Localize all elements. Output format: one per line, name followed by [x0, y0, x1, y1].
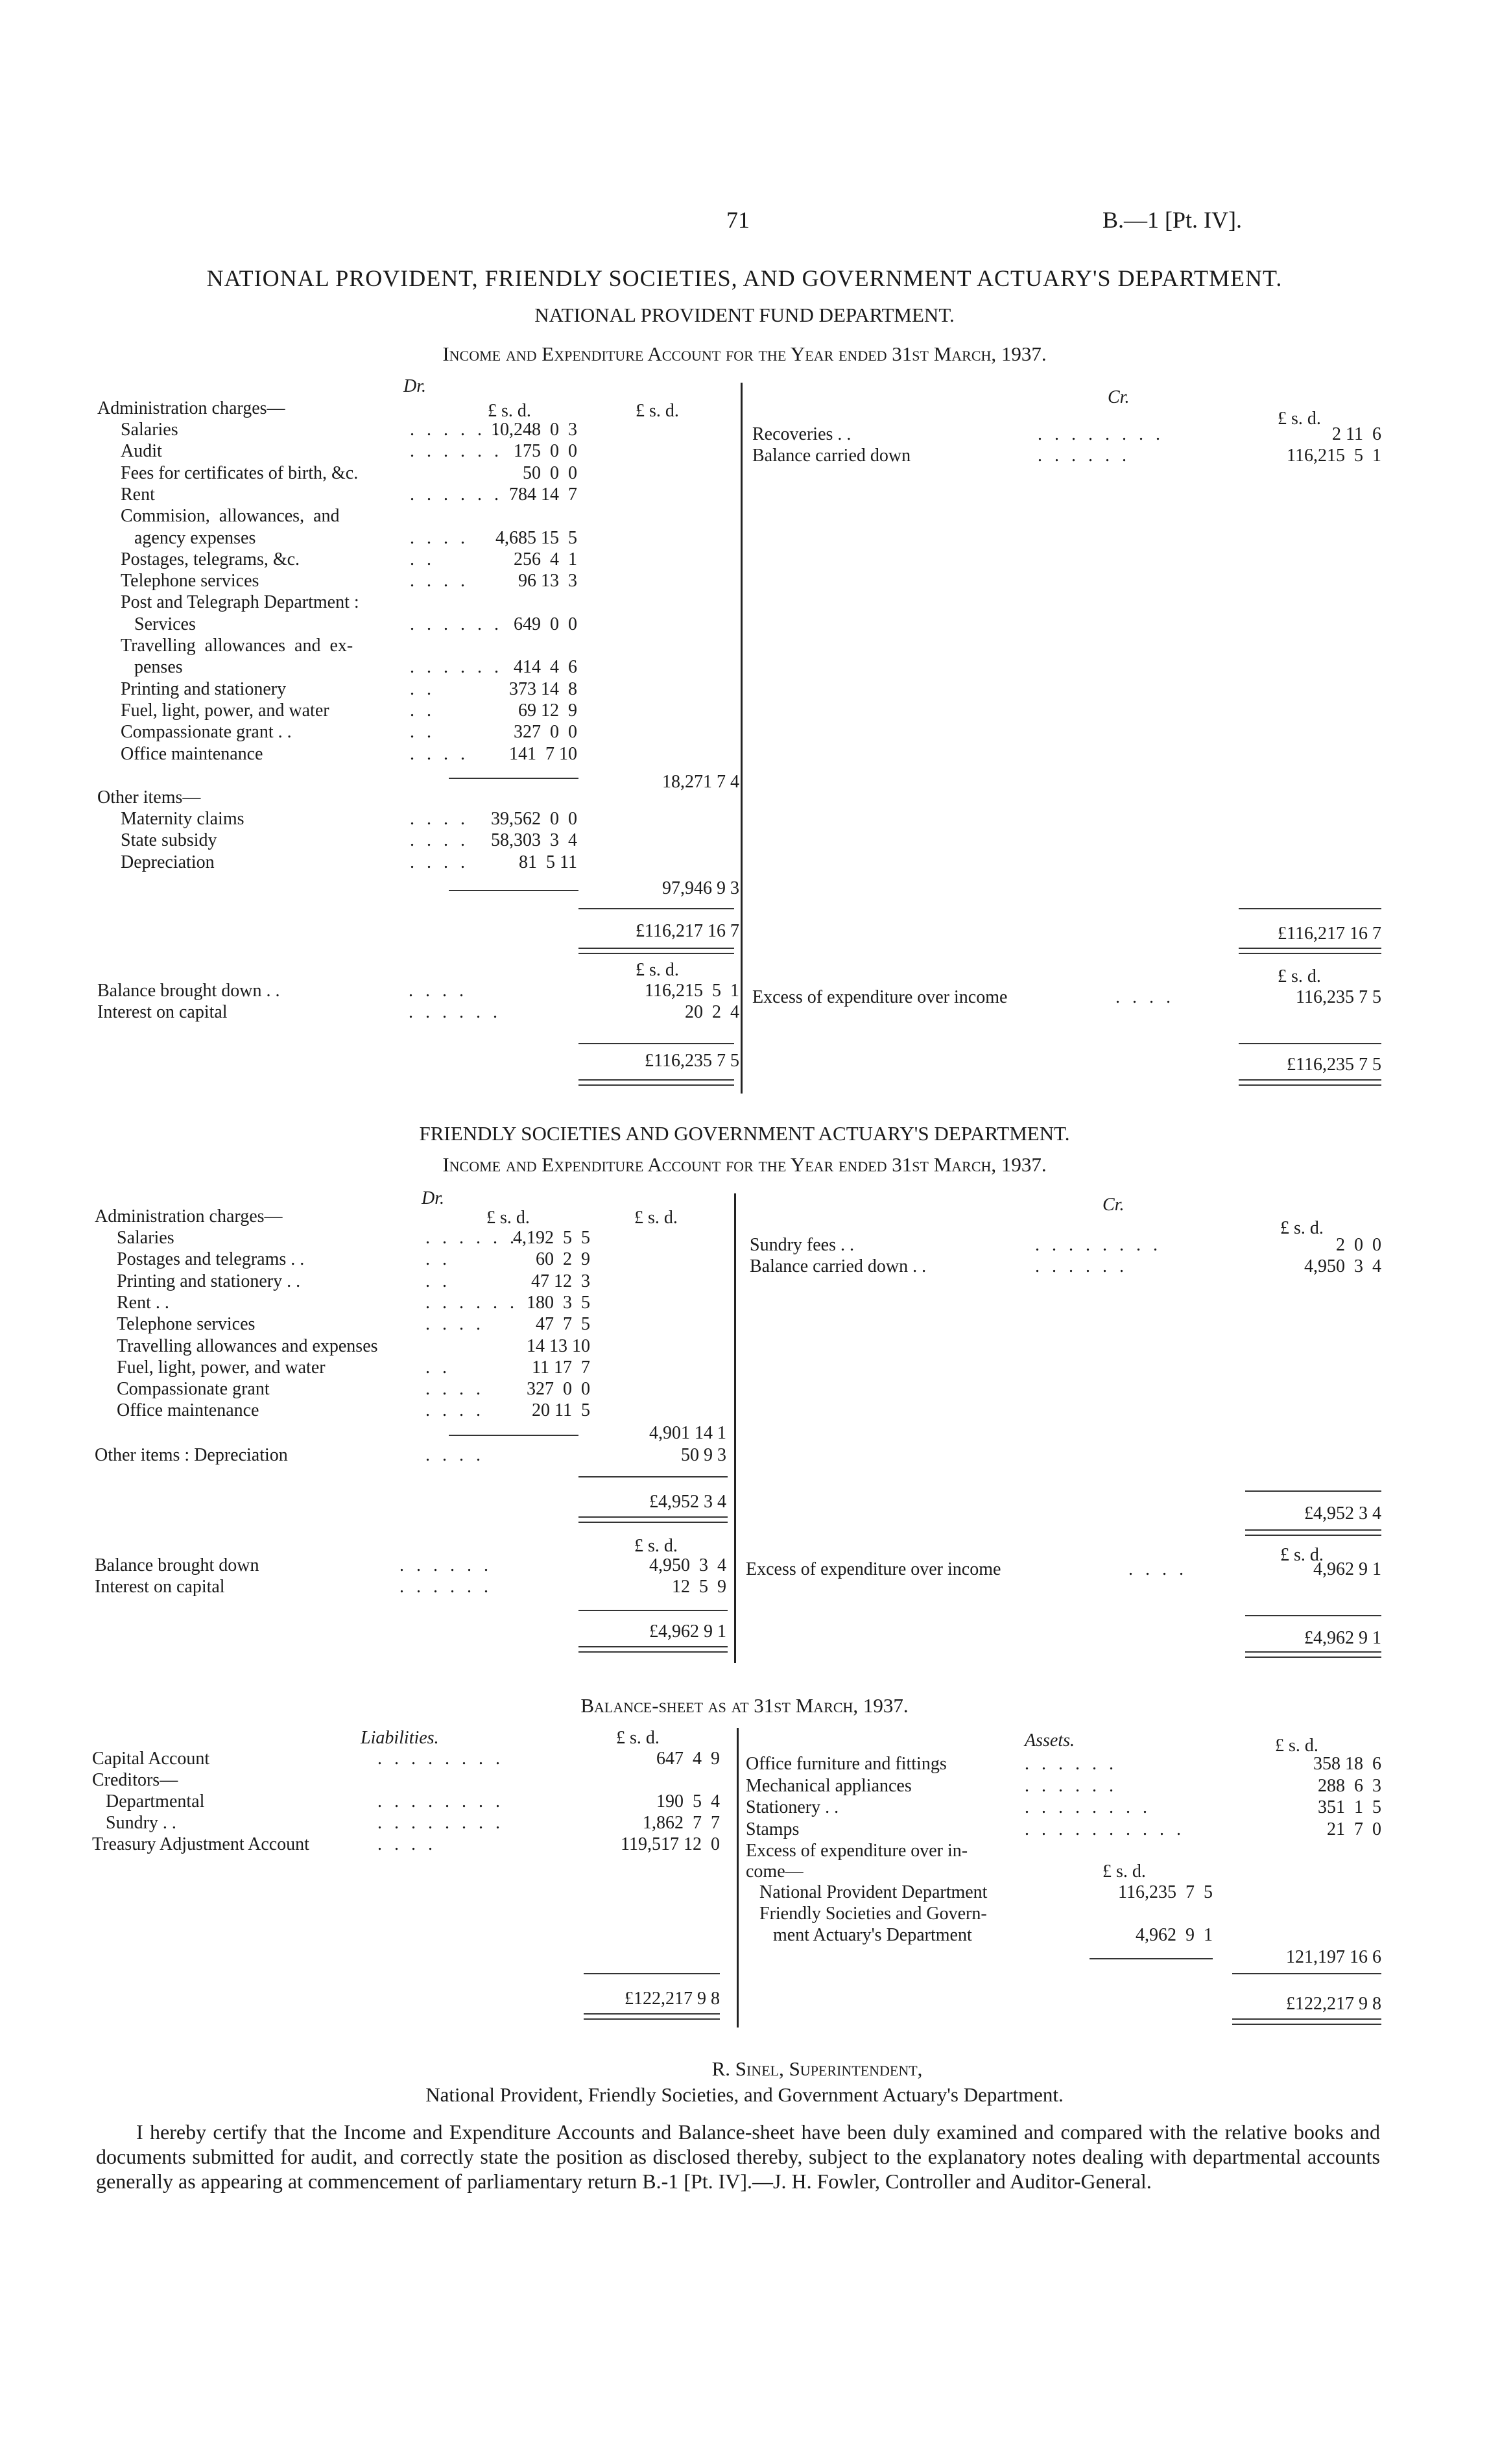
- npf-other-item-dots: . . . .: [410, 830, 469, 851]
- fs-lower-double-cr: [1245, 1651, 1381, 1658]
- npf-other-item-dots: . . . .: [410, 809, 469, 829]
- npf-admin-item-amount: 414 4 6: [514, 657, 577, 678]
- npf-rule-3: [578, 908, 734, 909]
- npf-admin-item-row: [121, 592, 577, 613]
- bs-asset-rule: [1232, 1973, 1381, 1974]
- fs-lower-item-amount: 12 5 9: [672, 1577, 726, 1597]
- fs-admin-item-dots: . .: [425, 1357, 451, 1378]
- bs-liability-item-amount: 119,517 12 0: [621, 1834, 720, 1854]
- bs-assets-title: Assets.: [1025, 1730, 1075, 1751]
- fs-lower-rule-cr: [1245, 1615, 1381, 1616]
- bs-asset-item-dots: . . . . . . . .: [1025, 1797, 1151, 1817]
- npf-subtitle: NATIONAL PROVIDENT FUND DEPARTMENT.: [534, 304, 955, 326]
- bs-center-rule: [737, 1728, 739, 2027]
- fs-credit-item-label: Balance carried down . .: [750, 1256, 927, 1276]
- npf-other-item-label: State subsidy: [121, 830, 217, 851]
- fs-credit-item-row: [750, 1235, 1381, 1256]
- npf-admin-item-amount: 256 4 1: [514, 549, 577, 569]
- npf-credit-item-label: Balance carried down: [752, 446, 911, 466]
- bs-excess-item-row: [746, 1925, 1213, 1946]
- npf-admin-item-row: [121, 549, 577, 570]
- fs-credit-item-label: Sundry fees . .: [750, 1235, 854, 1255]
- npf-other-item-amount: 58,303 3 4: [491, 830, 577, 851]
- npf-admin-item-dots: . .: [410, 678, 435, 699]
- npf-admin-item-label: agency expenses: [121, 527, 256, 548]
- npf-other-item-amount: 81 5 11: [519, 852, 577, 872]
- npf-center-rule: [741, 383, 743, 1094]
- npf-admin-item-row: [121, 506, 577, 527]
- bs-asset-item-label: Office furniture and fittings: [746, 1754, 947, 1774]
- npf-other-heading: Other items—: [97, 787, 201, 807]
- npf-lower-total-dr: £116,235 7 5: [645, 1051, 739, 1071]
- npf-admin-item-label: Telephone services: [121, 571, 259, 592]
- npf-credit-item-row: [752, 424, 1381, 445]
- page-number: 71: [726, 207, 750, 233]
- npf-admin-item-dots: . . . .: [410, 527, 469, 548]
- npf-lower-item-dots: . . . .: [409, 981, 468, 1001]
- npf-admin-item-row: [121, 571, 577, 592]
- npf-rule-2: [449, 890, 578, 891]
- bs-asset-item-label: Mechanical appliances: [746, 1775, 912, 1796]
- npf-admin-item-row: [121, 528, 577, 549]
- fs-admin-item-label: Fuel, light, power, and water: [117, 1357, 326, 1378]
- fs-rule-cr: [1245, 1490, 1381, 1492]
- npf-lower-total-cr: £116,235 7 5: [1287, 1055, 1381, 1075]
- fs-admin-item-label: Travelling allowances and expenses: [117, 1335, 378, 1356]
- fs-lower-item-row: [95, 1555, 726, 1576]
- fs-admin-item-amount: 11 17 7: [532, 1357, 590, 1378]
- fs-lower-item-label: Balance brought down: [95, 1555, 259, 1575]
- npf-admin-heading: Administration charges—: [97, 398, 285, 418]
- fs-excess-label: Excess of expenditure over income: [746, 1559, 1001, 1579]
- bs-liability-item-dots: . . . . . . . .: [377, 1749, 504, 1769]
- bs-excess-item-amount: 116,235 7 5: [1118, 1882, 1213, 1902]
- npf-credit-item-amount: 2 11 6: [1332, 424, 1381, 444]
- npf-admin-item-label: Audit: [121, 441, 162, 462]
- bs-liability-item-label: Treasury Adjustment Account: [92, 1834, 309, 1854]
- bs-total-assets: £122,217 9 8: [1286, 1994, 1381, 2014]
- bs-liability-item-amount: 647 4 9: [656, 1749, 720, 1769]
- bs-excess-rule: [1090, 1958, 1213, 1959]
- npf-lower-double-dr: [578, 1079, 734, 1086]
- fs-grand-total-dr: £4,952 3 4: [649, 1492, 726, 1512]
- fs-admin-item-amount: 327 0 0: [527, 1379, 590, 1400]
- npf-admin-item-row: [121, 463, 577, 484]
- npf-admin-item-label: Compassionate grant . .: [121, 722, 292, 743]
- npf-rule-cr: [1239, 908, 1381, 909]
- bs-excess-item-label: National Provident Department: [746, 1882, 988, 1902]
- npf-other-item-row: [121, 809, 577, 830]
- bs-excess-lsd: £ s. d.: [1102, 1861, 1146, 1882]
- fs-col1-lsd: £ s. d.: [486, 1208, 530, 1228]
- bs-asset-item-row: [746, 1754, 1381, 1775]
- fs-excess-dots: . . . .: [1128, 1559, 1187, 1579]
- npf-admin-total: 18,271 7 4: [662, 772, 739, 792]
- fs-credit-item-amount: 2 0 0: [1336, 1235, 1381, 1255]
- fs-lower-item-dots: . . . . . .: [399, 1555, 492, 1575]
- bs-asset-item-dots: . . . . . .: [1025, 1775, 1117, 1796]
- fs-admin-item-dots: . . . .: [425, 1379, 484, 1400]
- npf-lower-item-row: [97, 981, 739, 1001]
- bs-excess-item-row: [746, 1904, 1213, 1924]
- fs-admin-item-amount: 14 13 10: [527, 1335, 590, 1356]
- bs-liability-item-amount: 190 5 4: [656, 1791, 720, 1812]
- npf-admin-item-label: Fuel, light, power, and water: [121, 700, 329, 721]
- npf-lower-item-label: Balance brought down . .: [97, 981, 280, 1001]
- fs-admin-total: 4,901 14 1: [649, 1423, 726, 1443]
- npf-admin-item-amount: 175 0 0: [514, 441, 577, 462]
- npf-admin-item-amount: 784 14 7: [509, 484, 577, 505]
- npf-admin-item-label: Travelling allowances and ex-: [121, 636, 353, 656]
- auditor-certificate: I hereby certify that the Income and Expenditure Accounts and Balance-sheet have been duly examined and compared with the relative books and documents submitted for audit, and correctly state the position as disclosed thereby, subject to the explanatory notes dealing with departmental accounts generally as appearing at commencement of parliamentary return B.-1 [Pt. IV].—J. H. Fowler, Controller and Auditor-General.: [96, 2120, 1380, 2193]
- npf-other-item-row: [121, 830, 577, 851]
- npf-other-item-amount: 39,562 0 0: [491, 809, 577, 829]
- fs-cr-label: Cr.: [1102, 1195, 1125, 1215]
- npf-admin-item-amount: 327 0 0: [514, 722, 577, 743]
- bs-asset-item-amount: 358 18 6: [1313, 1754, 1381, 1774]
- npf-admin-item-row: [121, 636, 577, 656]
- npf-lower-item-row: [97, 1002, 739, 1023]
- fs-admin-item-row: [117, 1228, 590, 1249]
- fs-admin-item-row: [117, 1249, 590, 1270]
- bs-asset-item-amount: 351 1 5: [1318, 1797, 1381, 1817]
- fs-admin-item-label: Rent . .: [117, 1292, 169, 1313]
- bs-asset-item-row: [746, 1819, 1381, 1840]
- npf-admin-item-row: [121, 484, 577, 505]
- npf-admin-item-dots: . . . . . .: [410, 441, 503, 462]
- fs-admin-item-row: [117, 1400, 590, 1421]
- fs-title: FRIENDLY SOCIETIES AND GOVERNMENT ACTUARY'S DEPARTMENT.: [419, 1122, 1070, 1145]
- fs-credit-item-row: [750, 1256, 1381, 1277]
- fs-double-rule-cr: [1245, 1529, 1381, 1536]
- npf-col2-lsd: £ s. d.: [636, 401, 679, 421]
- npf-admin-item-row: [121, 441, 577, 462]
- npf-admin-item-label: Salaries: [121, 420, 178, 440]
- bs-liab-rule: [584, 1973, 720, 1974]
- npf-admin-item-row: [121, 744, 577, 765]
- fs-credit-item-amount: 4,950 3 4: [1304, 1256, 1381, 1276]
- bs-liab-lsd: £ s. d.: [616, 1728, 660, 1748]
- fs-cr-lsd: £ s. d.: [1280, 1218, 1324, 1238]
- npf-credit-item-dots: . . . . . . . .: [1038, 424, 1164, 444]
- fs-lower-double-dr: [578, 1646, 728, 1653]
- npf-admin-item-label: Services: [121, 614, 196, 634]
- npf-admin-item-dots: . . . . . .: [410, 420, 503, 440]
- bs-excess-label-1: Excess of expenditure over in-: [746, 1841, 968, 1861]
- bs-liability-item-label: Departmental: [92, 1791, 205, 1812]
- bs-asset-item-dots: . . . . . . . . . .: [1025, 1819, 1185, 1839]
- npf-admin-item-dots: . . . .: [410, 743, 469, 764]
- npf-excess-dots: . . . .: [1115, 987, 1174, 1007]
- npf-credit-item-label: Recoveries . .: [752, 424, 852, 444]
- fs-admin-item-dots: . . . . . .: [425, 1292, 518, 1313]
- fs-admin-item-row: [117, 1379, 590, 1400]
- bs-asset-item-amount: 21 7 0: [1327, 1819, 1381, 1839]
- fs-rule-2: [578, 1476, 728, 1477]
- bs-liability-item-row: [92, 1770, 720, 1791]
- signature-department: National Provident, Friendly Societies, and Government Actuary's Department.: [425, 2083, 1064, 2106]
- npf-admin-item-label: Post and Telegraph Department :: [121, 592, 359, 613]
- npf-admin-item-dots: . .: [410, 549, 435, 569]
- bs-asset-item-row: [746, 1776, 1381, 1797]
- npf-lower-double-cr: [1239, 1079, 1381, 1086]
- npf-admin-item-dots: . . . . . .: [410, 657, 503, 678]
- fs-admin-item-row: [117, 1314, 590, 1335]
- npf-grand-total-dr: £116,217 16 7: [636, 921, 739, 941]
- bs-asset-item-row: [746, 1797, 1381, 1818]
- bs-liability-item-row: [92, 1749, 720, 1769]
- npf-other-item-label: Depreciation: [121, 852, 215, 872]
- npf-lower-item-amount: 116,215 5 1: [645, 981, 739, 1001]
- bs-liability-item-label: Sundry . .: [92, 1813, 176, 1833]
- npf-admin-item-amount: 141 7 10: [509, 743, 577, 764]
- fs-admin-item-amount: 47 12 3: [531, 1271, 590, 1291]
- npf-other-item-dots: . . . .: [410, 852, 469, 872]
- fs-admin-item-dots: . . . .: [425, 1400, 484, 1421]
- npf-admin-item-row: [121, 657, 577, 678]
- fs-lower-item-amount: 4,950 3 4: [649, 1555, 726, 1575]
- bs-liabilities-title: Liabilities.: [361, 1728, 439, 1748]
- npf-admin-item-amount: 96 13 3: [518, 571, 577, 592]
- npf-admin-item-amount: 69 12 9: [518, 700, 577, 721]
- npf-admin-item-row: [121, 700, 577, 721]
- fs-center-rule: [734, 1193, 736, 1663]
- npf-other-item-label: Maternity claims: [121, 809, 244, 829]
- npf-admin-item-amount: 4,685 15 5: [495, 527, 577, 548]
- npf-admin-item-label: Office maintenance: [121, 743, 263, 764]
- fs-excess-amount: 4,962 9 1: [1313, 1559, 1381, 1579]
- fs-dr-label: Dr.: [422, 1188, 445, 1208]
- bs-liab-double: [584, 2013, 720, 2020]
- npf-double-rule-cr: [1239, 948, 1381, 954]
- bs-excess-label-2: come—: [746, 1861, 804, 1882]
- npf-admin-item-dots: . . . . . .: [410, 484, 503, 505]
- fs-credit-item-dots: . . . . . . . .: [1035, 1235, 1161, 1255]
- npf-admin-item-label: Printing and stationery: [121, 678, 287, 699]
- bs-asset-item-label: Stamps: [746, 1819, 800, 1839]
- npf-double-rule-dr: [578, 948, 734, 954]
- npf-lower-lsd-dr: £ s. d.: [636, 960, 679, 980]
- signature-name: [623, 2057, 1012, 2081]
- fs-lower-item-dots: . . . . . .: [399, 1577, 492, 1597]
- bs-excess-total: 121,197 16 6: [1286, 1947, 1381, 1967]
- npf-admin-item-amount: 10,248 0 3: [491, 420, 577, 440]
- fs-admin-item-amount: 180 3 5: [527, 1292, 590, 1313]
- npf-cr-label: Cr.: [1108, 387, 1130, 407]
- fs-admin-item-dots: . .: [425, 1271, 451, 1291]
- fs-grand-total-cr: £4,952 3 4: [1304, 1503, 1381, 1524]
- bs-excess-item-row: [746, 1882, 1213, 1903]
- npf-admin-item-label: Fees for certificates of birth, &c.: [121, 462, 359, 483]
- fs-double-rule-dr: [578, 1516, 728, 1523]
- npf-credit-item-row: [752, 446, 1381, 466]
- bs-excess-item-label: Friendly Societies and Govern-: [746, 1904, 987, 1924]
- fs-admin-item-amount: 4,192 5 5: [513, 1228, 590, 1248]
- npf-admin-item-amount: 649 0 0: [514, 614, 577, 634]
- bs-liability-item-dots: . . . .: [377, 1834, 436, 1854]
- fs-lower-lsd-dr: £ s. d.: [634, 1536, 678, 1556]
- npf-cr-lsd: £ s. d.: [1278, 409, 1321, 429]
- npf-admin-item-label: penses: [121, 657, 183, 678]
- fs-col2-lsd: £ s. d.: [634, 1208, 678, 1228]
- fs-depreciation-label: Other items : Depreciation: [95, 1445, 288, 1465]
- fs-account-heading: Income and Expenditure Account for the Year ended 31st March, 1937.: [442, 1153, 1047, 1176]
- fs-admin-item-amount: 20 11 5: [532, 1400, 590, 1421]
- bs-liability-item-row: [92, 1791, 720, 1812]
- fs-admin-item-row: [117, 1271, 590, 1292]
- fs-admin-item-amount: 47 7 5: [536, 1314, 590, 1335]
- department-title: NATIONAL PROVIDENT, FRIENDLY SOCIETIES, AND GOVERNMENT ACTUARY'S DEPARTMENT.: [206, 265, 1283, 291]
- bs-asset-double: [1232, 2018, 1381, 2025]
- npf-grand-total-cr: £116,217 16 7: [1278, 924, 1381, 944]
- fs-admin-item-row: [117, 1293, 590, 1313]
- fs-lower-lsd-cr: £ s. d.: [1280, 1545, 1324, 1565]
- fs-admin-item-label: Compassionate grant: [117, 1379, 270, 1400]
- bs-heading: Balance-sheet as at 31st March, 1937.: [580, 1694, 909, 1717]
- npf-admin-item-dots: . . . . . .: [410, 614, 503, 634]
- fs-depreciation-dots: . . . .: [425, 1445, 484, 1465]
- npf-credit-item-dots: . . . . . .: [1038, 446, 1130, 466]
- fs-admin-item-dots: . . . . . .: [425, 1228, 518, 1248]
- npf-admin-item-amount: 373 14 8: [509, 678, 577, 699]
- fs-admin-item-label: Salaries: [117, 1228, 174, 1248]
- fs-admin-item-row: [117, 1336, 590, 1357]
- fs-depreciation-row: [95, 1445, 726, 1466]
- bs-asset-item-amount: 288 6 3: [1318, 1775, 1381, 1796]
- npf-other-item-row: [121, 852, 577, 873]
- npf-lower-credit: [752, 987, 1381, 1008]
- npf-lower-item-amount: 20 2 4: [685, 1002, 739, 1022]
- fs-lower-item-label: Interest on capital: [95, 1577, 225, 1597]
- fs-admin-item-label: Office maintenance: [117, 1400, 259, 1421]
- npf-lower-rule-cr: [1239, 1043, 1381, 1044]
- bs-liability-item-row: [92, 1834, 720, 1855]
- npf-admin-item-row: [121, 722, 577, 743]
- fs-admin-item-label: Postages and telegrams . .: [117, 1249, 305, 1270]
- npf-lower-item-label: Interest on capital: [97, 1002, 228, 1022]
- npf-account-heading: Income and Expenditure Account for the Year ended 31st March, 1937.: [442, 342, 1047, 365]
- fs-depreciation-amount: 50 9 3: [681, 1445, 726, 1465]
- fs-lower-item-row: [95, 1577, 726, 1597]
- fs-admin-item-row: [117, 1358, 590, 1378]
- bs-asset-item-label: Stationery . .: [746, 1797, 839, 1817]
- fs-lower-total-cr: £4,962 9 1: [1304, 1628, 1381, 1648]
- fs-lower-credit: [746, 1559, 1381, 1580]
- npf-excess-amount: 116,235 7 5: [1296, 987, 1381, 1007]
- npf-admin-item-row: [121, 679, 577, 700]
- bs-asset-item-dots: . . . . . .: [1025, 1754, 1117, 1774]
- bs-asset-lsd: £ s. d.: [1275, 1736, 1318, 1756]
- fs-admin-item-dots: . . . .: [425, 1314, 484, 1335]
- npf-admin-item-row: [121, 614, 577, 635]
- npf-admin-item-label: Postages, telegrams, &c.: [121, 549, 300, 569]
- fs-admin-item-label: Telephone services: [117, 1314, 256, 1335]
- fs-admin-item-dots: . .: [425, 1249, 451, 1270]
- npf-col1-lsd: £ s. d.: [488, 401, 531, 421]
- npf-admin-item-label: Rent: [121, 484, 155, 505]
- npf-lower-lsd-cr: £ s. d.: [1278, 966, 1321, 987]
- npf-lower-item-dots: . . . . . .: [409, 1002, 501, 1022]
- npf-other-total: 97,946 9 3: [662, 878, 739, 898]
- npf-admin-item-dots: . .: [410, 722, 435, 743]
- signature-name-text: R. Sinel, Superintendent,: [711, 2057, 923, 2080]
- fs-lower-total-dr: £4,962 9 1: [649, 1621, 726, 1642]
- bs-liability-item-row: [92, 1813, 720, 1834]
- npf-excess-label: Excess of expenditure over income: [752, 987, 1008, 1007]
- npf-rule-1: [449, 778, 578, 779]
- npf-admin-item-amount: 50 0 0: [523, 462, 577, 483]
- npf-admin-item-dots: . . . .: [410, 571, 469, 592]
- fs-lower-rule-dr: [578, 1610, 728, 1611]
- fs-credit-item-dots: . . . . . .: [1035, 1256, 1128, 1276]
- npf-admin-item-row: [121, 420, 577, 440]
- bs-liability-item-dots: . . . . . . . .: [377, 1791, 504, 1812]
- npf-credit-item-amount: 116,215 5 1: [1287, 446, 1381, 466]
- report-reference: B.—1 [Pt. IV].: [1102, 207, 1242, 233]
- bs-liability-item-label: Creditors—: [92, 1770, 178, 1790]
- bs-liability-item-amount: 1,862 7 7: [643, 1813, 720, 1833]
- bs-liability-item-label: Capital Account: [92, 1749, 210, 1769]
- bs-total-liabilities: £122,217 9 8: [625, 1989, 720, 2009]
- npf-dr-label: Dr.: [403, 376, 427, 396]
- npf-admin-item-dots: . .: [410, 700, 435, 721]
- fs-admin-heading: Administration charges—: [95, 1206, 283, 1226]
- fs-admin-item-amount: 60 2 9: [536, 1249, 590, 1270]
- fs-admin-item-label: Printing and stationery . .: [117, 1271, 301, 1291]
- npf-admin-item-label: Commision, allowances, and: [121, 506, 340, 527]
- bs-excess-item-label: ment Actuary's Department: [746, 1925, 972, 1945]
- bs-liability-item-dots: . . . . . . . .: [377, 1813, 504, 1833]
- bs-excess-item-amount: 4,962 9 1: [1136, 1925, 1213, 1945]
- npf-lower-rule-dr: [578, 1043, 734, 1044]
